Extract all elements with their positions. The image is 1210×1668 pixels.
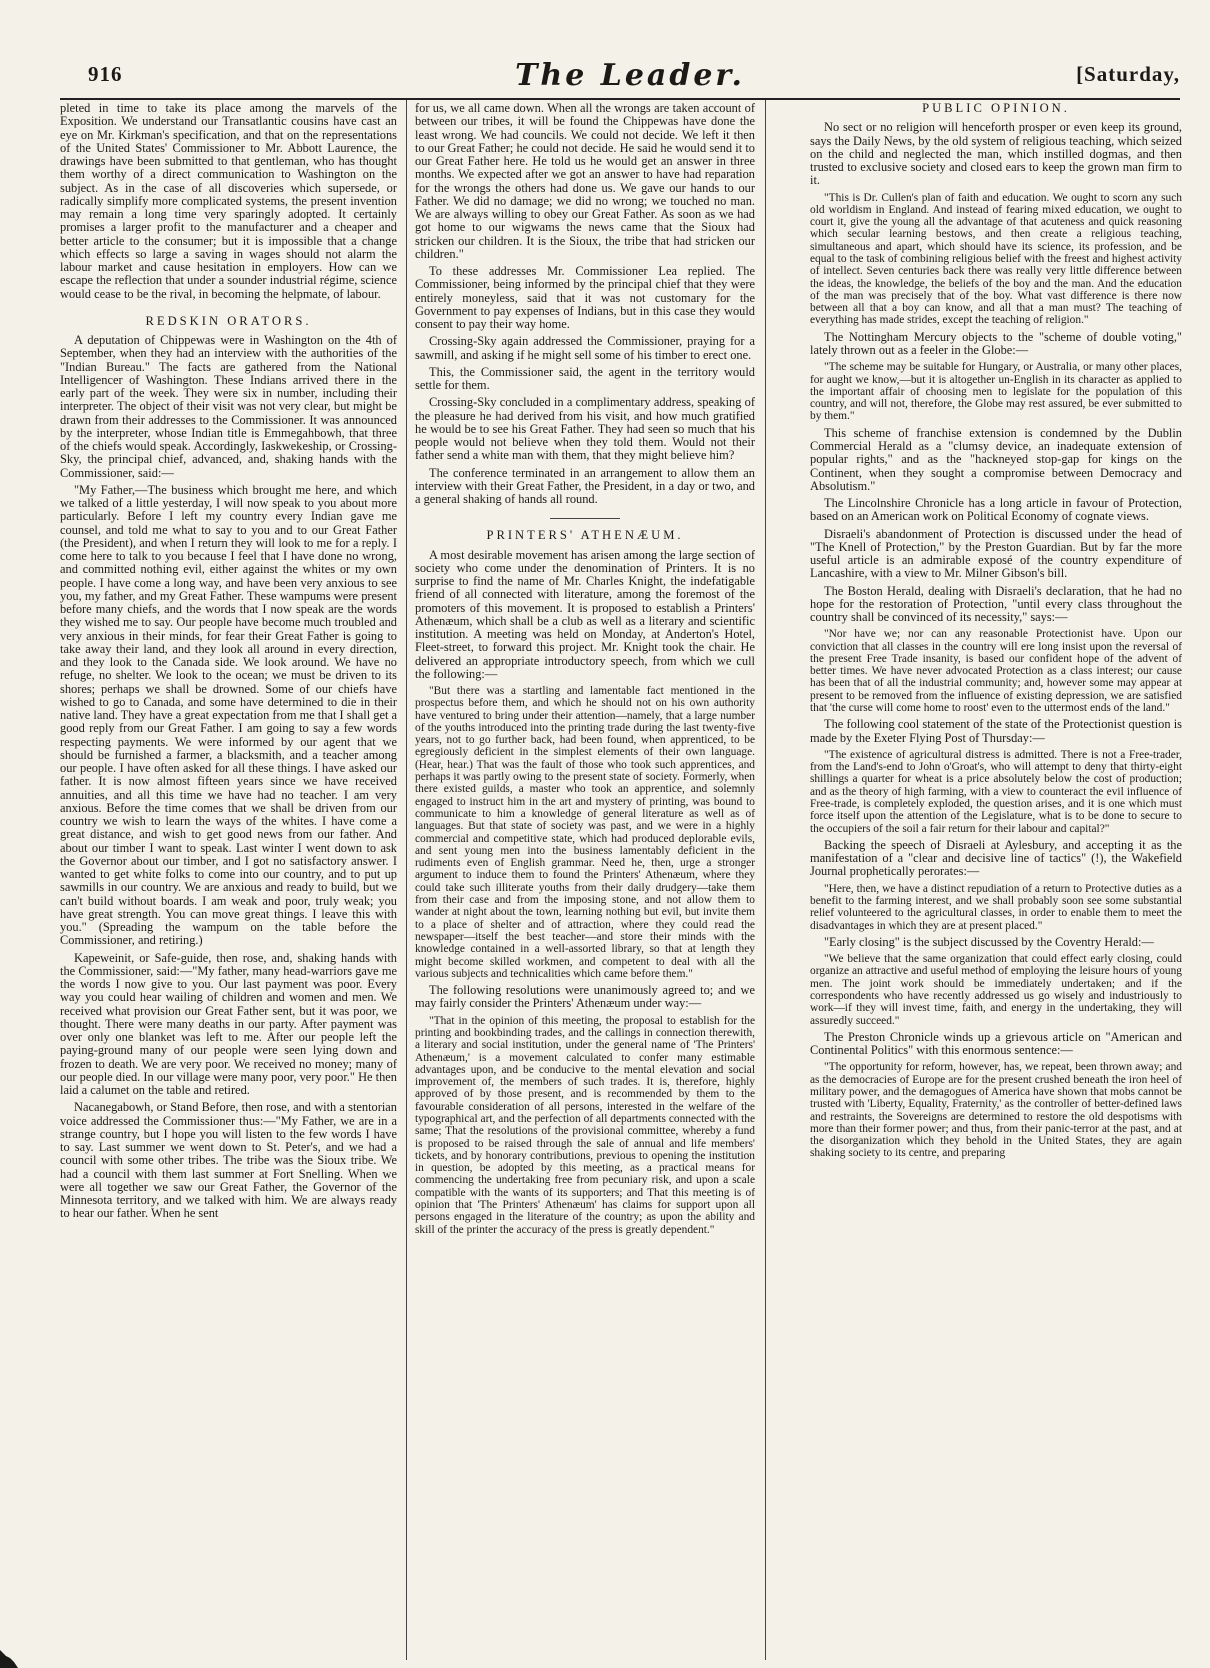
quoted-paragraph: "But there was a startling and lamentable fact mentioned in the prospectus before them, and which he should not on his own authority have ventured to bring under their attention—namely, that a large number of the youths introduced into the printing trade during the last twenty-five years, not to go further back, had been found, when apprenticed, to be egregiously deficient in the simplest elements of their own language. (Hear, hear.) That was the fault of those who took such apprentices, and perhaps it was partly owing to the present state of society. Formerly, when there existed guilds, a master who took an apprentice, and solemnly engaged to instruct him in the art and mystery of printing, was bound to communicate to him a knowledge of general literature as well as of languages. But that state of society was past, and we were in a highly commercial and competitive state, which had produced deplorable evils, and sent young men into the business lamentably deficient in the rudiments even of English grammar. Need he, then, urge a stronger argument to induce them to found the Printers' Athenæum, where they could take such illiterate youths from their daily drudgery—take them from their case and from the imposing stone, and not allow them to wander at night about the town, learning nothing but evil, but invite them to a place of shelter and of attraction, where they could read the newspaper—itself the best teacher—and store their minds with the knowledge contained in a well-assorted library, so that at length they might become skilled workmen, and competent to deal with all the various subjects and technicalities which came before them.": [415, 685, 755, 980]
article-paragraph: No sect or no religion will henceforth prosper or even keep its ground, says the Daily News, by the old system of religious teaching, which seized on the child and neglected the man, which instilled dogmas, and then trusted to exclusive society and closed ears to keep the grown man firm to it.: [810, 120, 1182, 188]
article-paragraph: The conference terminated in an arrangement to allow them an interview with their Great Father, the President, in a day or two, and a general shaking of hands all round.: [415, 465, 755, 506]
column-3: [810, 102, 1182, 1662]
page-corner-scan-mark: [0, 1628, 40, 1668]
article-paragraph: The Preston Chronicle winds up a grievous article on "American and Continental Politics" with this enormous sentence:—: [810, 1029, 1182, 1058]
article-paragraph: Disraeli's abandonment of Protection is discussed under the head of "The Knell of Protection," by the Preston Guardian. But by far the more useful article is an admirable exposé of the country expenditure of Lancashire, with a view to Mr. Milner Gibson's bill.: [810, 526, 1182, 581]
article-paragraph: "My Father,—The business which brought me here, and which we talked of a little yesterday, I will now speak to you about more particularly. Before I left my country every Indian gave me counsel, and told me what to say to you and to our Great Father (the President), and when I return they will look to me for a reply. I come here to talk to you because I feel that I have done no wrong, and committed nothing evil, either against the whites or my own people. I have come a long way, and have been very anxious to see you, my father, and my Great Father. These wampums were present before many chiefs, and the words that I now speak are the words they wished me to say. Our people have become much troubled and very anxious in their minds, for fear their Great Father is going to take away their land, and they look all around in every direction, and they look to the Canada side. We look around. We have no refuge, no shelter. We look to the ocean; we must be driven to its shores; perhaps we shall be drowned. Some of our chiefs have wished to go to Canada, and some have determined to die in their native land. They have a great expectation from me that I shall get a good reply from our Great Father. I am going to say a few words respecting payments. We were informed by our agent that we should be furnished a farmer, a blacksmith, and a teacher among our people. I have often asked for all these things. I have asked our father. It is now almost fifteen years since we have received annuities, and all this time we have had no teacher. I am very anxious. Before the time comes that we shall be driven from our country we wish to learn the ways of the whites. I have come a great distance, and wish to get good news from our father. And about our timber I want to speak. Last winter I went down to ask the Governor about our timber, and I got no satisfactory answer. I wanted to get white folks to come into our country, and to put up sawmills in our country. We are anxious and ready to build, but we can't build without boards. I am weak and poor, truly weak; you have great strength. You can move great things. I leave this with you." (Spreading the wampum on the table before the Commissioner, and retiring.): [60, 482, 397, 948]
article-paragraph: Crossing-Sky concluded in a complimentary address, speaking of the pleasure he had derived from his visit, and how much gratified he would be to see his Great Father. They had seen so much that his people would not believe when they told them. Would not their father send a white man with them, that they might believe him?: [415, 395, 755, 463]
article-paragraph: To these addresses Mr. Commissioner Lea replied. The Commissioner, being informed by the principal chief that they were entirely moneyless, said that it was not customary for the Government to pay expenses of Indians, but in this case they would consent to pay their way home.: [415, 264, 755, 331]
article-paragraph: The Nottingham Mercury objects to the "scheme of double voting," lately thrown out as a feeler in the Globe:—: [810, 329, 1182, 358]
article-paragraph: This, the Commissioner said, the agent in the territory would settle for them.: [415, 364, 755, 392]
article-paragraph: A most desirable movement has arisen among the large section of society who come under the denomination of Printers. It is no surprise to find the name of Mr. Charles Knight, the indefatigable friend of all connected with literature, among the foremost of the promoters of this movement. It is proposed to establish a Printers' Athenæum, which shall be a club as well as a literary and scientific institution. A meeting was held on Monday, at Anderton's Hotel, Fleet-street, to forward this project. Mr. Knight took the chair. He delivered an appropriate introductory speech, from which we cull the following:—: [415, 547, 755, 681]
article-paragraph: for us, we all came down. When all the wrongs are taken account of between our tribes, it will be found the Chippewas have done the least wrong. We had councils. We could not decide. We left it then to our Great Father; he could not decide. He said he would send it to our Great Father here. He told us he would get an answer in three months. We expected after we got an answer to have had reparation for the wrongs the others had done us. We gave our hands to our Father. We did no damage; we did no wrong; we touched no man. We are always willing to obey our Great Father. As soon as we had got home to our wigwams the news came that the Sioux had stricken our children. It is the Sioux, the tribe that had stricken our children.": [415, 102, 755, 261]
article-heading-public-opinion: PUBLIC OPINION.: [922, 102, 1070, 115]
quoted-paragraph: "That in the opinion of this meeting, the proposal to establish for the printing and bookbinding trades, and the callings in connection therewith, a literary and social institution, under the general name of 'The Printers' Athenæum,' is a movement calculated to confer many estimable advantages upon, and be conducive to the mental elevation and social improvement of, the members of such trades. It is, therefore, highly approved of by those present, and is recommended by them to the favourable consideration of all persons, interested in the welfare of the typographical art, and the perfection of all departments connected with the same; That the resolutions of the provisional committee, whereby a fund is proposed to be raised through the sale of annual and life members' tickets, and by honorary contributions, previous to opening the institution in question, be adopted by this meeting, as a practical means for commencing the undertaking free from pecuniary risk, and upon a scale compatible with the wants of its supporters; and That this meeting is of opinion that 'The Printers' Athenæum' has claims for support upon all persons engaged in the literature of the country; as upon the ability and skill of the printer the accuracy of the press is greatly dependent.": [415, 1014, 755, 1236]
quoted-paragraph: "This is Dr. Cullen's plan of faith and education. We ought to scorn any such old worldism in England. And instead of fearing mixed education, we ought to court it, give the young all the advantage of that acuteness and quick reasoning which secular learning bestows, and then create a religious teaching, simultaneous and apart, which should have its science, its profession, and be equal to the task of combining religious belief with the freest and highest activity of intellect. Seven centuries back there was really very little difference between the ideas, the knowledge, the beliefs of the boy and the man. And the education of the man was precisely that of the boy. What vast difference is there now between all that a boy can know, and all that a man must? The teaching of everything has made strides, except the teaching of religion.": [810, 191, 1182, 327]
column-2: [415, 102, 755, 1662]
article-heading-redskin-orators: REDSKIN ORATORS.: [145, 313, 312, 328]
article-paragraph: The following resolutions were unanimously agreed to; and we may fairly consider the Printers' Athenæum under way:—: [415, 983, 755, 1011]
article-paragraph: Crossing-Sky again addressed the Commissioner, praying for a sawmill, and asking if he might sell some of his timber to erect one.: [415, 334, 755, 362]
article-paragraph: Kapeweinit, or Safe-guide, then rose, and, shaking hands with the Commissioner, said:—"My father, many head-warriors gave me the words I now give to you. Our last payment was poor. Every way you could hear wailing of children and women and men. We received what provision our Great Father sent, but it was poor, we thought. There were many deaths in our party. After payment was over only one blanket was left to me. After our people left the paying-ground many of our people were seen lying down and frozen to death. We are very poor. We received no money; many of our people died. In our village were many poor, very poor." He then laid a calumet on the table and retired.: [60, 950, 397, 1097]
article-heading-printers-athenaeum: PRINTERS' ATHENÆUM.: [486, 528, 684, 543]
quoted-paragraph: "Here, then, we have a distinct repudiation of a return to Protective duties as a benefit to the farming interest, and we shall probably soon see some substantial relief volunteered to the agricultural classes, in order to enable them to meet the disadvantages in which they are at present placed.": [810, 882, 1182, 932]
article-paragraph: The Lincolnshire Chronicle has a long article in favour of Protection, based on an American work on Political Economy of cognate views.: [810, 496, 1182, 524]
article-paragraph: This scheme of franchise extension is condemned by the Dublin Commercial Herald as a "clumsy device, an inadequate extension of popular rights," and as the "hackneyed stop-gap for kings on the Continent, when they sought a compromise between Democracy and Absolutism.": [810, 425, 1182, 493]
article-paragraph: The following cool statement of the state of the Protectionist question is made by the Exeter Flying Post of Thursday:—: [810, 717, 1182, 745]
article-continuation: pleted in time to take its place among the marvels of the Exposition. We understand our Transatlantic cousins have cast an eye on Mr. Kirkman's specification, and that on the representations of the United States' Commissioner to Mr. Abbott Laurence, the drawings have been submitted to that gentleman, who has thought them worthy of a direct communication to Washington on the subject. As in the case of all discoveries which supersede, or radically simplify more complicated systems, the present invention may remain a long time very sparingly adopted. It certainly promises a larger profit to the manufacturer and a cheaper and better article to the consumer; but it is impossible that a change which effects so large a saving in wages should not alarm the labour market and cause hesitation in employers. How can we escape the reflection that under a sounder industrial régime, science would cease to be the rival, in becoming the helpmate, of labour.: [60, 102, 397, 301]
page-number: 916: [88, 62, 123, 86]
quoted-paragraph: "The existence of agricultural distress is admitted. There is not a Free-trader, from the Land's-end to John o'Groat's, who will attempt to deny that thirty-eight shillings a quarter for wheat is a price absolutely below the cost of production; and as the theory of high farming, with a view to counteract the evil influence of Free-trade, is completely exploded, the question arises, and it is one which must force itself upon the attention of the Legislature, what is to be done to secure to the occupiers of the soil a fair return for their labour and capital?": [810, 748, 1182, 835]
quoted-paragraph: "The scheme may be suitable for Hungary, or Australia, or many other places, for aught we know,—but it is altogether un-English in its character as applied to the important affair of choosing men to legislate for the population of this country, and will not, therefore, the Globe may rest assured, be ever submitted to by them.": [810, 361, 1182, 423]
quoted-paragraph: "Nor have we; nor can any reasonable Protectionist have. Upon our conviction that all classes in the country will ere long insist upon the reversal of the present Free Trade insanity, is based our confident hope of the advent of better times. We have never advocated Protection as a class interest; our cause has been that of all the industrial community; and, however some may appear at present to be removed from the influence of existing depression, we are satisfied that 'the curse will come home to roost' even to the uttermost ends of the land.": [810, 628, 1182, 715]
article-paragraph: The Boston Herald, dealing with Disraeli's declaration, that he had no hope for the restoration of Protection, "until every class throughout the country shall be convinced of its necessity," says:—: [810, 583, 1182, 624]
column-rule-2: [765, 100, 766, 1660]
section-divider: [550, 518, 620, 519]
quoted-paragraph: "We believe that the same organization that could effect early closing, could organize an attractive and useful method of employing the leisure hours of young men. The joint work should be immediately undertaken; and if the correspondents who have recently addressed us go wisely and industriously to work—if they will invest time, faith, and energy in the undertaking, they will assuredly succeed.": [810, 953, 1182, 1027]
column-rule-1: [406, 100, 407, 1660]
column-1: [60, 102, 397, 1662]
article-paragraph: Nacanegabowh, or Stand Before, then rose, and with a stentorian voice addressed the Commissioner thus:—"My Father, we are in a strange country, but I hope you will listen to the few words I have to say. Last summer we went down to St. Peter's, and we had a council with some other tribes. The tribe was the Sioux tribe. We had a council with them last summer at Fort Snelling. When we were all together we saw our Great Father, the Governor of the Minnesota territory, and we talked with him. We are always ready to hear our father. When he sent: [60, 1100, 397, 1221]
quoted-paragraph: "The opportunity for reform, however, has, we repeat, been thrown away; and as the democracies of Europe are for the present crushed beneath the iron heel of military power, and the demagogues of America have shown that mobs cannot be trusted with 'Liberty, Equality, Fraternity,' as the controller of better-defined laws and restraints, the Sovereigns are determined to restore the old despotisms with more than their former power; and thus, from their panic-terror at the past, and at the disorganization which they behold in the United States, they are again shaking society to its centre, and preparing: [810, 1061, 1182, 1160]
article-paragraph: A deputation of Chippewas were in Washington on the 4th of September, when they had an interview with the authorities of the "Indian Bureau." The facts are gathered from the National Intelligencer of Washington. These Indians arrived there in the early part of the week. They were six in number, including their interpreter. The object of their visit was not very clear, but might be drawn from their addresses to the Commissioner. It was announced by the interpreter, whose Indian title is Emmegahbowh, that three of the chiefs would speak. Accordingly, Iaskwekeship, or Crossing-Sky, the principal chief, advanced, and, shaking hands with the Commissioner, said:—: [60, 333, 397, 480]
newspaper-title: The Leader.: [515, 58, 745, 93]
article-paragraph: Backing the speech of Disraeli at Aylesbury, and accepting it as the manifestation of a "clear and decisive line of tactics" (!), the Wakefield Journal prophetically perorates:—: [810, 837, 1182, 879]
article-paragraph: "Early closing" is the subject discussed by the Coventry Herald:—: [824, 934, 1154, 949]
page-date: [Saturday,: [1076, 62, 1180, 86]
masthead: [60, 58, 1180, 100]
